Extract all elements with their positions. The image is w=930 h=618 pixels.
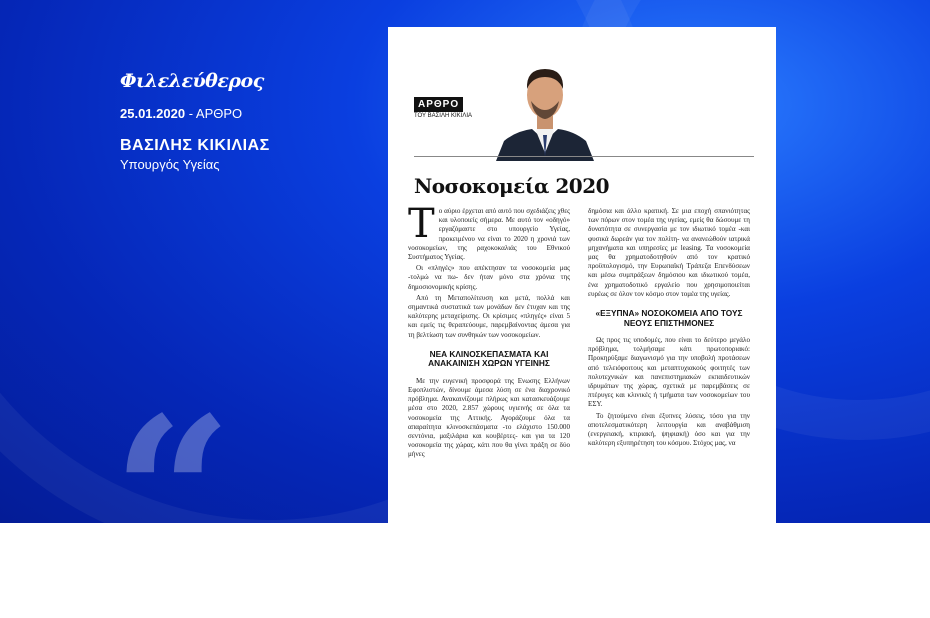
author-portrait bbox=[496, 57, 594, 161]
date-line bbox=[120, 106, 270, 121]
divider bbox=[414, 156, 754, 157]
author-role: Υπουργός Υγείας bbox=[120, 157, 220, 172]
newspaper-logo: Φιλελεύθερος bbox=[120, 70, 264, 92]
left-panel bbox=[120, 70, 270, 172]
paragraph: Με την ευγενική προσφορά της Ενωσης Ελλήνων Εφοπλιστών, δίνουμε άμεσα λύση σε ένα διαχρονικό πρόβλημα. Ανακαινίζουμε πλήρως και κατασκευάζουμε μέσα στο 2020, 2.857 χώρους υγιεινής σε όλα τα νοσοκομεία της Αττικής. Αγοράζουμε όλα τα απαραίτητα κλινοσκεπάσματα -το ελάχιστο 150.000 σεντόνια, μαξιλάρια και κουβέρτες- και για τα 120 νοσοκομεία της χώρας, κάτι που θα γίνει πράξη σε δύο μήνες bbox=[408, 376, 570, 459]
paragraph: Οι «πληγές» που απέκτησαν τα νοσοκομεία μας -τολμώ να πω- δεν ήταν μόνο στα χρόνια της δημοσιονομικής κρίσης. bbox=[408, 264, 570, 291]
paragraph: δημόσια και άλλο κρατική. Σε μια εποχή σπανιότητας των πόρων στον τομέα της υγείας, εμείς θα δώσουμε τη δυνατότητα σε συνεργασία με τον ιδιωτικό τομέα -και φυσικά δωρεάν για τον πολίτη- να ανανεώθούν ιατρικά μηχανήματα και υπηρεσίες με leasing. Τα νοσοκομεία μας θα χρηματοδοτηθούν από τον κρατικό προϋπολογισμό, την Ευρωπαϊκή Τράπεζα Επενδύσεων και μέσω συμπράξεων δημόσιου και ιδιωτικού τομέα, ένα χρηματοδοτικό εργαλείο που χρησιμοποιείται ευρέως σε όλον τον κόσμο στον τομέα της υγείας. bbox=[588, 207, 750, 298]
author-name: ΒΑΣΙΛΗΣ ΚΙΚΙΛΙΑΣ bbox=[120, 137, 270, 154]
paragraph: Το ζητούμενο είναι έξυπνες λύσεις, τόσο για την αποτελεσματικότερη λειτουργία και αναβάθμιση (ενεργειακή, κτιριακή, ψηφιακή) όσο και για την καλύτερη εξυπηρέτηση του κόσμου. Στόχος μας, να bbox=[588, 411, 750, 448]
article-date: 25.01.2020 bbox=[120, 106, 186, 121]
subheading: ΝΕΑ ΚΛΙΝΟΣΚΕΠΑΣΜΑΤΑ ΚΑΙ ΑΝΑΚΑΙΝΙΣΗ ΧΩΡΩΝ ΥΓΕΙΝΗΣ bbox=[428, 348, 550, 369]
article-column-1 bbox=[408, 201, 570, 462]
paragraph: Από τη Μεταπολίτευση και μετά, πολλά και σημαντικά συστατικά των μονάδων δεν έτυχαν και της καλύτερης μεταχείρισης. Οι κρίσιμες «πληγές» είναι 5 και εμείς τις θεραπεύουμε, παρεμβαίνοντας άμεσα για τη βελτίωση των συνθηκών των νοσοκομείων. bbox=[408, 293, 570, 339]
quote-mark-icon: “ bbox=[112, 371, 233, 618]
article-column-2 bbox=[588, 207, 750, 450]
newspaper-clipping bbox=[388, 27, 776, 523]
drop-cap: Τ bbox=[408, 201, 435, 247]
section-label: ΑΡΘΡΟ bbox=[414, 97, 463, 112]
paragraph: ο αύριο έρχεται από αυτό που σχεδιάζεις χθες και υλοποιείς σήμερα. Με αυτό τον «οδηγό» εργαζόμαστε στο υπουργείο Υγείας, προκειμένου να είναι το 2020 η χρονιά των νοσοκομείων, της ραχοκοκαλιάς του Εθνικού Συστήματος Υγείας. bbox=[408, 207, 570, 262]
article-title: Νοσοκομεία 2020 bbox=[414, 174, 610, 198]
subheading: «ΕΞΥΠΝΑ» ΝΟΣΟΚΟΜΕΙΑ ΑΠΟ ΤΟΥΣ ΝΕΟΥΣ ΕΠΙΣΤΗΜΟΝΕΣ bbox=[595, 308, 743, 328]
article-type: ΑΡΘΡΟ bbox=[195, 106, 243, 121]
paragraph: Ως προς τις υποδομές, που είναι το δεύτερο μεγάλο πρόβλημα, τολμήσαμε κάτι πρωτοποριακό: Προκηρύξαμε διαγωνισμό για την υποβολή προτάσεων από τελειόφοιτους και μεταπτυχιακούς φοιτητές των πολυτεχνικών και πανεπιστημιακών εκπαιδευτικών ιδρυμάτων της χώρας, σχετικά με παρεμβάσεις σε πτέρυγες και κλινικές ή τμήματα των νοσοκομείων του ΕΣΥ. bbox=[588, 336, 750, 409]
byline: ΤΟΥ ΒΑΣΙΛΗ ΚΙΚΙΛΙΑ bbox=[414, 113, 472, 119]
date-separator: - bbox=[185, 106, 196, 121]
